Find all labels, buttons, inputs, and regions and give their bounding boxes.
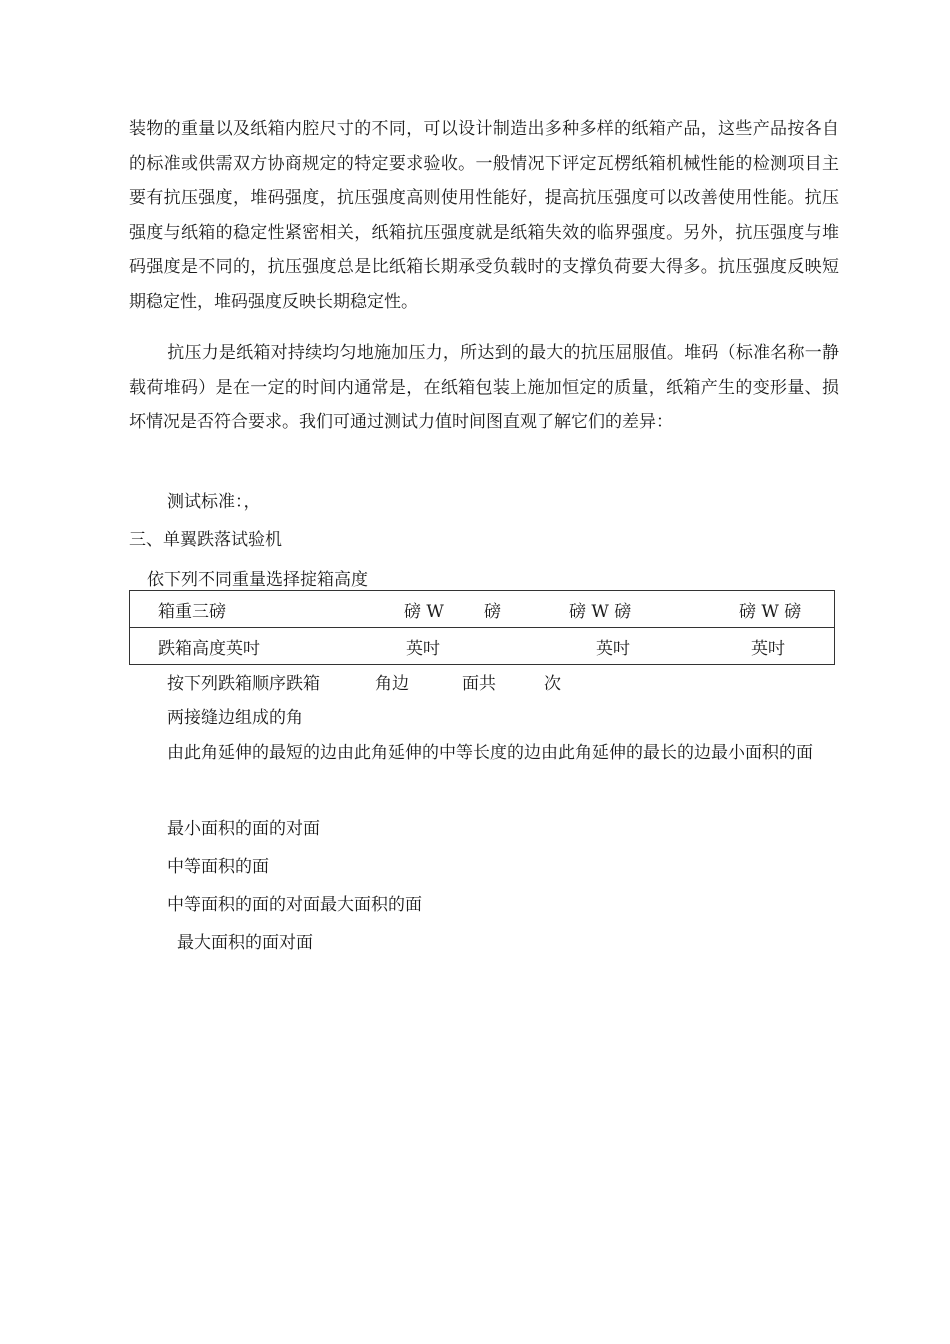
pressure-paragraph-text: 抗压力是纸箱对持续均匀地施加压力，所达到的最大的抗压屈服值。堆码（标准名称一静载荷堆码）是在一定的时间内通常是，在纸箱包装上施加恒定的质量，纸箱产生的变形量、损坏情况是否符合要求。我们可通过测试力值时间图直观了解它们的差异： <box>129 343 839 432</box>
step-item: 最大面积的面对面 <box>177 933 313 953</box>
table-cell: 英吋 <box>368 628 484 665</box>
corner-edge-label: 角边 <box>375 674 409 694</box>
table-cell: 磅 <box>484 591 569 628</box>
table-row <box>130 628 835 665</box>
table-cell: 箱重三磅 <box>130 591 369 628</box>
table-caption: 依下列不同重量选择掟箱高度 <box>147 570 368 590</box>
pressure-paragraph <box>129 336 839 440</box>
face-total-label: 面共 <box>462 674 496 694</box>
table-cell: 磅 W 磅 <box>569 591 739 628</box>
step-item: 最小面积的面的对面 <box>167 819 320 839</box>
table-cell: 英吋 <box>484 628 739 665</box>
drop-sequence-line <box>167 672 587 696</box>
table-cell: 英吋 <box>739 628 835 665</box>
table-cell: 磅 W 磅 <box>739 591 835 628</box>
step-item: 中等面积的面 <box>167 857 269 877</box>
table-row <box>130 591 835 628</box>
drop-sequence-label: 按下列跌箱顺序跌箱 <box>167 674 320 694</box>
test-standard-line: 测试标准：， <box>167 492 261 512</box>
table-cell: 跌箱高度英吋 <box>130 628 369 665</box>
section-heading: 三、单翼跌落试验机 <box>129 530 282 550</box>
drop-height-table <box>129 590 835 665</box>
step-item: 中等面积的面的对面最大面积的面 <box>167 895 422 915</box>
step-item: 两接缝边组成的角 <box>167 708 303 728</box>
table-cell: 磅 W <box>368 591 484 628</box>
step-item: 由此角延伸的最短的边由此角延伸的中等长度的边由此角延伸的最长的边最小面积的面 <box>167 743 813 763</box>
times-label: 次 <box>544 674 561 694</box>
intro-paragraph: 装物的重量以及纸箱内腔尺寸的不同，可以设计制造出多种多样的纸箱产品，这些产品按各自的标准或供需双方协商规定的特定要求验收。一般情况下评定瓦楞纸箱机械性能的检测项目主要有抗压强度，堆码强度，抗压强度高则使用性能好，提高抗压强度可以改善使用性能。抗压强度与纸箱的稳定性紧密相关，纸箱抗压强度就是纸箱失效的临界强度。另外，抗压强度与堆码强度是不同的，抗压强度总是比纸箱长期承受负载时的支撑负荷要大得多。抗压强度反映短期稳定性，堆码强度反映长期稳定性。 <box>129 119 839 312</box>
